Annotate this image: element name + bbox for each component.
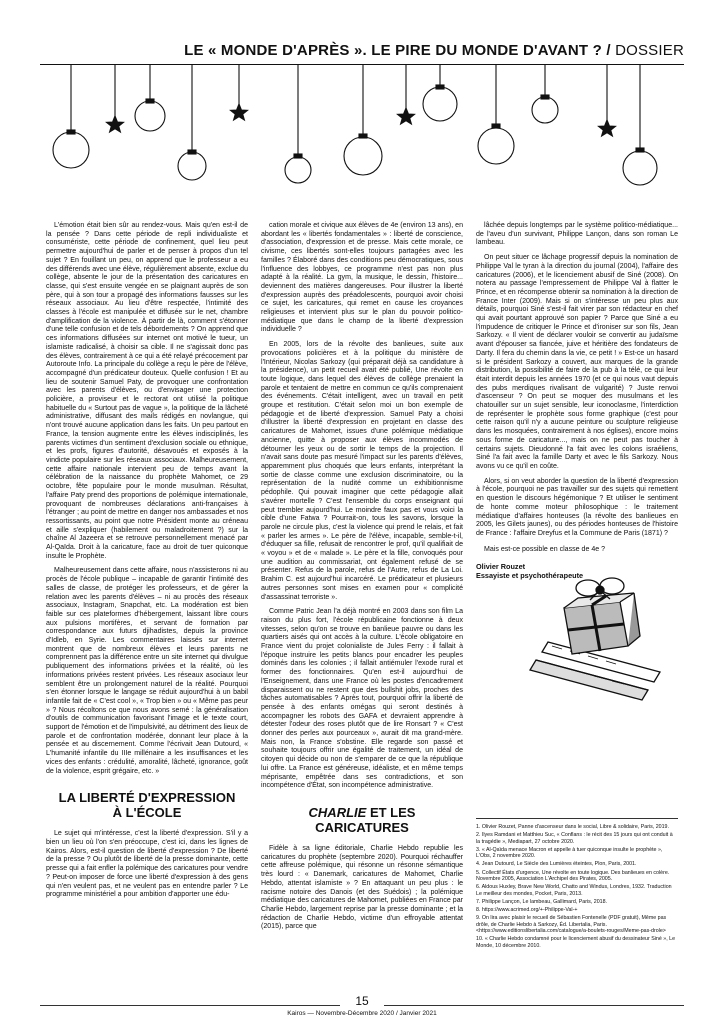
footnote: 7. Philippe Lançon, Le lambeau, Gallimard, Paris, 2018. — [476, 898, 608, 905]
subheading-line: À L'ÉCOLE — [112, 805, 182, 821]
footnote: 10. « Charlie Hebdo condamné pour le licenciement abusif du dessinateur Siné », Le Monde, 10 décembre 2010. — [476, 936, 676, 949]
paragraph: cation morale et civique aux élèves de 4e (environ 13 ans), en abordant les « libertés fondamentales » : liberté de conscience, d'association, d'expression et de presse. Mais cette morale, ce civisme, ces libertés sont-elles toujours partagées avec les familles ? Élaboré dans des conditions peu démocratiques, sous l'influence des lobbyes, ce programme n'est pas non plus adapté à la réalité. La gym, la musique, le dessin, l'histoire... deviennent des matières dangereuses. Pour illustrer la liberté d'expression auprès des préadolescents, pourquoi avoir choisi ce sujet, les caricatures, qui remet en cause les croyances religieuses et intervient plus sur le plan du pouvoir politico-médiatique que dans le champ de la liberté d'expression individuelle ? — [261, 222, 463, 334]
paragraph: Comme Patric Jean l'a déjà montré en 2003 dans son film La raison du plus fort, l'école républicaine fonctionne à deux vitesses, selon qu'on se trouve en banlieue pauvre ou dans les quartiers aisés qui ont accès à la culture. L'école obligatoire en France vient du projet colonialiste de Jules Ferry : il fallait à l'époque instruire les petits blancs pour encadrer les peuples dominés dans les colonies ; il fallait antiémuler l'exode rural et former des fonctionnaires. Qu'en est-il aujourd'hui de l'Enseignement, dans une France où les postes d'encadrement disparaissent ou ne restent que des bullshit jobs, proches des tâches automatisables ? Après tout, pourquoi offrir la liberté de pensée à des enfants omégas qui seront destinés à accompagner les robots des GAFA et devraient apprendre à détester l'odeur des roses plutôt que de lire Ronsart ? « C'est donner des perles aux pourceaux », aurait dit ma grand-mère. Mais non, la France s'obstine. Elle regarde son passé et souhaite toujours offrir une égalité de traitement, un idéal de citoyen qui décide ou non de s'emparer de ce que la république lui offre. La France est généreuse, idéaliste, et en même temps méprisante, empêtrée dans ses contradictions, et son incompétence d'État, son incompétence administrative. — [261, 608, 463, 790]
section-label: DOSSIER — [615, 42, 684, 59]
footnote: 9. On lira avec plaisir le recueil de Sébastien Fontenelle (PDF gratuit), Même pas drôle, de Charlie Hebdo à Sarkozy, Éd. Libertalia, Paris. <https://www.editionslibertalia.com/catalogue/a-boulets-rouges/Meme-pas-drole> — [476, 915, 667, 935]
subheading-italic: CHARLIE — [308, 805, 367, 820]
paragraph: On peut situer ce lâchage progressif depuis la nomination de Philippe Val le tyran à la direction du journal (2004), l'affaire des caricatures (2006), et le licenciement abusif de Siné (2008). On notera au passage l'empressement de Philippe Val à flatter le Prince, et en récompense obtenir sa nomination à la direction de France Inter (2009). Mais si on s'intéresse un peu plus aux détails, pourquoi Siné s'est-il fait virer par son rédacteur en chef qui avait pourtant approuvé son papier ? Parce que Siné a eu l'impudence de critiquer le Prince et d'ironiser sur son fils, Jean Sarkozy. « Il vient de déclarer vouloir se convertir au judaïsme avant d'épouser sa fiancée, juive et héritière des fondateurs de Darty. Il fera du chemin dans la vie, ce petit ! » Est-ce un hasard si le président Sarkozy a couvert, aux marques de la grande distribution, la possibilité de faire de la pub à la télé, ce qui leur était interdit depuis les années 1970 (et ce qui nous vaut depuis des pubs merdiques rivalisant de vulgarité) ? Juste renvoi d'ascenseur ? On peut se moquer des musulmans et les chatouiller sur un sujet sensible, leur iconoclasme, l'interdiction de représenter le prophète sous forme graphique (c'est pour cette raison qu'il n'y a aucune peinture ou sculpture religieuse dans les mosquées, contrairement à nos églises), encore moins sous forme de caricature..., mais on ne peut pas toucher à certains sujets. Dieudonné l'a fait avec les colons israéliens, Siné l'a fait avec la famille Darty et avec le fils Sarkozy. Nous avons vu ce qu'il en coûte. — [476, 254, 678, 470]
publication-footer: Kairos — Novembre-Décembre 2020 / Janvier 2021 — [287, 1010, 437, 1017]
notes-divider — [476, 818, 678, 819]
paragraph: En 2005, lors de la révolte des banlieues, suite aux provocations policières et à la politique du ministère de l'Intérieur, Nicolas Sarkozy (qui préparait déjà sa candidature à la présidence), un petit recueil avait été publié, Une révolte en toute logique, dans lequel des élèves de collège prenaient la parole et tentaient de mettre en commun ce qu'ils comprenaient des événements. C'était intelligent, avec un travail en petit groupe et restitution. C'était selon moi un bon exemple de pédagogie et de liberté d'expression. Samuel Paty a choisi d'illustrer la liberté d'expression en projetant en classe des caricatures de Mahomet, issues d'une polémique médiatique ancienne, quitte à proposer aux élèves incommodés de détourner les yeux ou de sortir le temps de la projection. Il n'avait sans doute pas mesuré l'impact sur les parents d'élèves, apparemment plus choqués que leurs enfants, interprétant la sortie de classe comme une exclusion discriminatoire, ou la représentation de la nudité comme un exhibitionnisme pédophile. Qui pouvait imaginer que cette pédagogie allait s'avérer mortelle ? C'est l'ensemble du corps enseignant qui peut trembler aujourd'hui. Le moindre faux pas et vous voici la cible d'une Fatwa ? Pourrait-on, tous les savons, lorsque la parole ne circule plus, c'est la violence qui prend le relais, et fait « parler les armes ». Le père de l'élève, incapable, semble-t-il, d'éduquer sa fille, refusait de rencontrer le prof, qu'il qualifiait de « voyou » et de « malade ». Le père et la fille, convoqués pour une audition au commissariat, ont également refusé de se présenter. Refus de la parole, refus de l'Autre, refus de La Loi. Brahim C. est aujourd'hui incarcéré. Le prédicateur et plusieurs autres personnes sont mises en examen pour « complicité d'assassinat terroriste ». — [261, 341, 463, 601]
christmas-ornaments-illustration — [40, 64, 684, 214]
footnote: 8. https://www.acrimed.org/+-Philippe-Val-+ — [476, 907, 578, 914]
section-header — [40, 42, 684, 64]
closing-question: Mais est-ce possible en classe de 4e ? — [484, 545, 606, 553]
subheading-charlie — [261, 805, 463, 835]
section-title: LE « MONDE D'APRÈS ». LE PIRE DU MONDE D'AVANT ? / — [184, 42, 611, 59]
subheading-liberte-expression — [46, 790, 248, 820]
subheading-text: ET LES CARICATURES — [315, 805, 416, 835]
column-3 — [476, 222, 678, 580]
footnotes-list — [476, 824, 678, 951]
paragraph: Alors, si on veut aborder la question de la liberté d'expression à l'école, pourquoi ne pas travailler sur des sujets qui remettent en question le discours hégémonique ? Et utiliser le sentiment de honte comme moteur philosophique : le traitement médiatique d'affaires honteuses (la révolte des banlieues en 2005, les Gilets jaunes), ou des périodes honteuses de l'histoire de France : l'affaire Dreyfus et la Commune de Paris (1871) ? — [476, 477, 678, 537]
footnote: 6. Aldous Huxley, Brave New World, Chatto and Windus, Londres, 1932. Traduction Le meilleur des mondes, Pocket, Paris, 2013. — [476, 884, 672, 897]
page-number: 15 — [340, 994, 384, 1008]
gift-and-candles-illustration — [522, 566, 672, 706]
footnote: 4. Jean Dutourd, Le Siècle des Lumières éteintes, Plon, Paris, 2001. — [476, 861, 637, 868]
subheading-line: LA LIBERTÉ D'EXPRESSION — [58, 790, 236, 806]
paragraph: L'émotion était bien sûr au rendez-vous. Mais qu'en est-il de la pensée ? Dans cette période de repli individualiste et consumériste, cette période de confinement, quel lieu peut permettre aujourd'hui de parler et de penser à propos d'un tel sujet ? En fouillant un peu, on apprend que le professeur a eu des différends avec une élève, régulièrement absente, exclue du collège, absente le jour de la présentation des caricatures en classe, qui s'est ensuite vengée en se plaignant auprès de son père, qui à son tour a propagé des informations fausses sur les réseaux associaux. Au lieu d'être respectée, l'intimité des classes à l'école est manipulée et diffusée sur le net, chambre d'amplification de la violence. À partir de là, comment s'étonner d'une telle confusion et de tels débordements ? On apprend que ces informations diffusées sur internet ont motivé le tueur, un islamiste radicalisé, à choisir sa cible. Il ne s'agissait donc pas des élèves, contrairement à ce qui a été relayé précocement par Autoroute Info. La principale du collège a reçu le père de l'élève, accompagné d'un prédicateur douteux. Quelle confusion ! Et au lieu de soutenir Samuel Paty, de provoquer une confrontation avec les parents d'élèves, ou d'envisager une protection policière, a proviseur et le rectorat ont utilisé la politique habituelle du « Surtout pas de vague », la politique de la lâcheté administrative, diffusant des mails rédigés en novlangue, qui n'ont trouvé aucune application dans les faits. Un peu partout en France, la tension augmente entre les élèves indisciplinés, les parents victimes d'un sentiment d'exclusion sociale ou ethnique, et les profs, figures d'autorité, désavoués et exposés à la vindicte populaire sur les réseaux associaux. Malheureusement, cette affaire nationale intervient peu de temps avant la célébration de la naissance du prophète Mahomet, ce 29 octobre, fête populaire pour le monde musulman. Résultat, l'affaire Paty prend des proportions de polémique internationale, provoquant de nombreuses déclarations anti-françaises à l'étranger ; au point de mettre en danger nos ambassades et nos ressortissants, au point que notre Président monte au créneau et aille s'expliquer (habilement ou maladroitement ?) sur la chaîne Al Jazeera et se retrouve personnellement menacé par Al-Qaïda. Droit à la caricature, face au droit de tuer quiconque insulte le Prophète. — [46, 222, 248, 560]
paragraph: Fidèle à sa ligne éditoriale, Charlie Hebdo republie les caricatures du prophète (septembre 2020). Pourquoi réchauffer cette affreuse polémique, qui résonne un résonne sémantique très lourd : « Danemark, caricatures de Mahomet, Charlie Hebdo, attentat islamiste » ? En attaquant un peu plus : le racisme notoire des Danois (et des Suédois) ; la polémique médiatique des caricatures de Mahomet, publiées en France par Charlie Hebdo, largement reprise par la presse dominante ; et la rédaction de Charlie Hebdo, victime d'un effroyable attentat (2015), parce que — [261, 845, 463, 931]
paragraph: lâchée depuis longtemps par le système politico-médiatique... de l'aveu d'un survivant, Philippe Lançon, dans son roman Le lambeau. — [476, 222, 678, 247]
footnote: 2. Ilyes Ramdani et Matthieu Suc, « Conflans : le récit des 15 jours qui ont conduit à la tragédie », Mediapart, 27 octobre 2020. — [476, 832, 673, 845]
column-1 — [46, 222, 248, 906]
author-name: Olivier Rouzet — [476, 561, 526, 571]
paragraph: Le sujet qui m'intéresse, c'est la liberté d'expression. S'il y a bien un lieu où l'on s'en préoccupe, c'est ici, dans les lignes de Kairos. Alors, est-il question de liberté d'expression ? De liberté de la presse ? Ou plutôt de liberté de la presse dominante, cette presse qui a fait enfler la polémique des caricatures pour vendre ? Peut-on imposer de force une liberté d'expression à des gens qui n'en veulent pas, et ne veulent pas en entendre parler ? Le programme ministériel a pour ambition d'apporter une édu- — [46, 830, 248, 899]
paragraph: Malheureusement dans cette affaire, nous n'assisterons ni au procès de l'école publique – incapable de garantir l'intimité des salles de classe, de protéger les professeurs, et de gérer la relation avec les parents d'élèves – ni au procès des réseaux associaux, Instagram, Snapchat, etc. La modération est bien faible sur ces plateformes d'hébergement, laissant libre cours aux pulsions mortifères, et servant de formation par correspondance aux futurs djihadistes, depuis la province d'Idleb, en Syrie. Les commentaires laissés sur internet montrent que de nombreux élèves et leurs parents ne comprennent pas la différence entre un site internet qui divulgue publiquement des informations privées et la réalité, où les informations privées restent privées. Les réseaux asociaux leur semblent être un prolongement naturel de la réalité. Pourquoi s'en étonner lorsque le langage se réduit aujourd'hui à un babil infantile fait de « C'est cool », « Trop bien » ou « Même pas peur » ? Nous récoltons ce que nous avons semé : la généralisation d'outils de communication favorisant l'image et le texte court, support de l'émotion et de l'impulsivité, au détriment des lieux de parole et de confrontation modérée, donnant leur place à la pensée et au discernement. Comme l'écrivait Jean Dutourd, « L'humanité infantile du IIIe millénaire a les insuffisances et les vices des enfants : crédulité, amoralité, lâcheté, ignorance, goût de la violence, esprit grégaire, etc. » — [46, 567, 248, 775]
footnote: 3. « Al-Qaïda menace Macron et appelle à tuer quiconque insulte le prophète », L'Obs, 2 novembre 2020. — [476, 846, 663, 860]
author-title: Essayiste et psychothérapeute — [476, 570, 584, 580]
footnote: 5. Collectif États d'urgence, Une révolte en toute logique. Des banlieues en colère. Novembre 2005, Association L'Archipel des Pirates, 2005. — [476, 869, 670, 883]
column-2 — [261, 222, 463, 938]
footnote: 1. Olivier Rouzet, Panne d'ascenseur dans le social, Libre & solidaire, Paris, 2019. — [476, 824, 669, 830]
